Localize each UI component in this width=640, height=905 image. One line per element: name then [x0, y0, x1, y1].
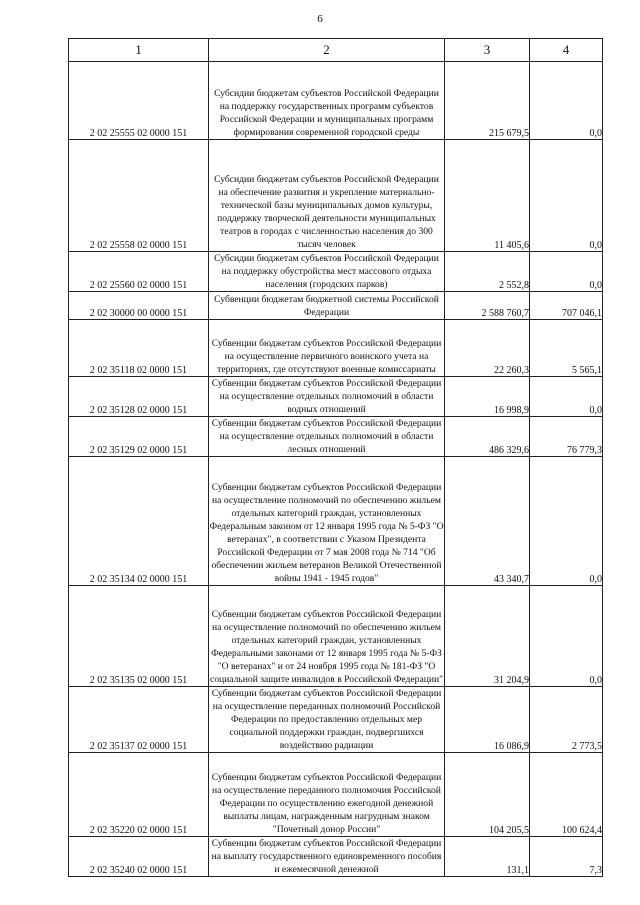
column-header-col4: 4 [530, 39, 603, 62]
table-row [69, 292, 603, 320]
row-description: Субвенции бюджетам субъектов Российской Федерации на осуществление полномочий по обеспечению жильем отдельных категорий граждан, установленных Федеральными законами от 12 января 1995 года № 5-ФЗ "О ветеранах" и от 24 ноября 1995 года № 181-ФЗ "О социальной защите инвалидов в Российской Федерации" [209, 586, 445, 687]
value-col4: 0,0 [530, 62, 603, 140]
table-row [69, 687, 603, 753]
value-col3: 486 329,6 [445, 417, 530, 457]
value-col3: 11 405,6 [445, 140, 530, 252]
value-col3: 22 260,3 [445, 320, 530, 377]
row-description: Субвенции бюджетам субъектов Российской Федерации на осуществление полномочий по обеспечению жильем отдельных категорий граждан, установленных Федеральным законом от 12 января 1995 года № 5-ФЗ "О ветеранах", в соответствии с Указом Президента Российской Федерации от 7 мая 2008 года № 714 "Об обеспечении жильем ветеранов Великой Отечественной войны 1941 - 1945 годов" [209, 457, 445, 586]
value-col4: 76 779,3 [530, 417, 603, 457]
budget-code: 2 02 35137 02 0000 151 [69, 687, 209, 753]
value-col4: 0,0 [530, 457, 603, 586]
value-col3: 104 205,5 [445, 753, 530, 837]
value-col4: 0,0 [530, 377, 603, 417]
value-col4: 707 046,1 [530, 292, 603, 320]
budget-table [68, 38, 603, 877]
value-col3: 43 340,7 [445, 457, 530, 586]
budget-code: 2 02 35128 02 0000 151 [69, 377, 209, 417]
budget-code: 2 02 25555 02 0000 151 [69, 62, 209, 140]
row-description: Субвенции бюджетам субъектов Российской Федерации на осуществление первичного воинского учета на территориях, где отсутствуют военные комиссариаты [209, 320, 445, 377]
row-description: Субсидии бюджетам субъектов Российской Федерации на поддержку обустройства мест массового отдыха населения (городских парков) [209, 252, 445, 292]
budget-code: 2 02 35118 02 0000 151 [69, 320, 209, 377]
row-description: Субсидии бюджетам субъектов Российской Федерации на поддержку государственных программ субъектов Российской Федерации и муниципальных программ формирования современной городской среды [209, 62, 445, 140]
budget-code: 2 02 30000 00 0000 151 [69, 292, 209, 320]
budget-code: 2 02 25560 02 0000 151 [69, 252, 209, 292]
row-description: Субвенции бюджетам субъектов Российской Федерации на осуществление переданных полномочий Российской Федерации по предоставлению отдельных мер социальной поддержки граждан, подвергшихся воздействию радиации [209, 687, 445, 753]
value-col4: 7,3 [530, 837, 603, 877]
table-header-row [69, 39, 603, 62]
table-row [69, 62, 603, 140]
budget-code: 2 02 35135 02 0000 151 [69, 586, 209, 687]
budget-code: 2 02 35240 02 0000 151 [69, 837, 209, 877]
table-row [69, 837, 603, 877]
value-col3: 16 998,9 [445, 377, 530, 417]
table-row [69, 586, 603, 687]
row-description: Субвенции бюджетам бюджетной системы Российской Федерации [209, 292, 445, 320]
value-col3: 16 086,9 [445, 687, 530, 753]
column-header-col3: 3 [445, 39, 530, 62]
column-header-description: 2 [209, 39, 445, 62]
table-row [69, 252, 603, 292]
row-description: Субвенции бюджетам субъектов Российской Федерации на выплату государственного единовременного пособия и ежемесячной денежной [209, 837, 445, 877]
value-col4: 0,0 [530, 140, 603, 252]
table-row [69, 417, 603, 457]
value-col3: 31 204,9 [445, 586, 530, 687]
budget-code: 2 02 35129 02 0000 151 [69, 417, 209, 457]
row-description: Субвенции бюджетам субъектов Российской Федерации на осуществление отдельных полномочий в области лесных отношений [209, 417, 445, 457]
table-row [69, 457, 603, 586]
value-col4: 5 565,1 [530, 320, 603, 377]
value-col4: 2 773,5 [530, 687, 603, 753]
column-header-code: 1 [69, 39, 209, 62]
value-col3: 131,1 [445, 837, 530, 877]
budget-code: 2 02 25558 02 0000 151 [69, 140, 209, 252]
table-row [69, 753, 603, 837]
row-description: Субвенции бюджетам субъектов Российской Федерации на осуществление переданного полномочия Российской Федерации по осуществлению ежегодной денежной выплаты лицам, награжденным нагрудным знаком "Почетный донор России" [209, 753, 445, 837]
value-col3: 2 588 760,7 [445, 292, 530, 320]
row-description: Субсидии бюджетам субъектов Российской Федерации на обеспечение развития и укрепление материально-технической базы муниципальных домов культуры, поддержку творческой деятельности муниципальных театров в городах с численностью населения до 300 тысяч человек [209, 140, 445, 252]
value-col4: 0,0 [530, 252, 603, 292]
value-col4: 100 624,4 [530, 753, 603, 837]
value-col4: 0,0 [530, 586, 603, 687]
value-col3: 2 552,8 [445, 252, 530, 292]
row-description: Субвенции бюджетам субъектов Российской Федерации на осуществление отдельных полномочий в области водных отношений [209, 377, 445, 417]
budget-code: 2 02 35134 02 0000 151 [69, 457, 209, 586]
budget-code: 2 02 35220 02 0000 151 [69, 753, 209, 837]
table-row [69, 377, 603, 417]
value-col3: 215 679,5 [445, 62, 530, 140]
table-row [69, 140, 603, 252]
table-row [69, 320, 603, 377]
page-number: 6 [317, 13, 323, 25]
